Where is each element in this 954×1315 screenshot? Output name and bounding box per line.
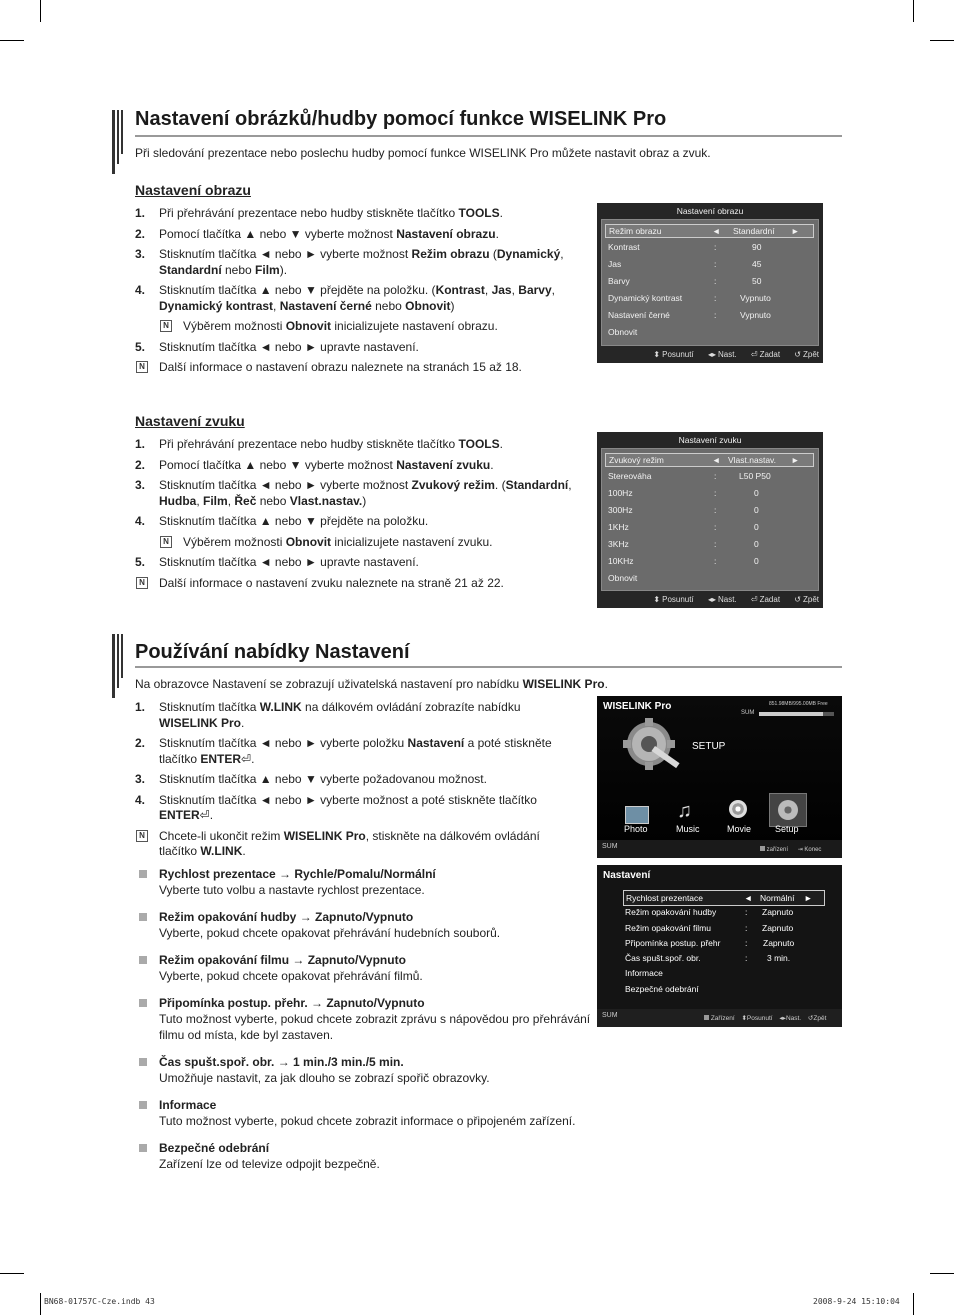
storage-bar (759, 712, 834, 716)
blue-button-icon (704, 1015, 709, 1020)
right-arrow-icon: ► (791, 226, 800, 236)
osd-title: Nastavení obrazu (676, 206, 744, 216)
menu-item-setup[interactable]: Setup (775, 824, 799, 834)
left-arrow-icon: ◄ (712, 226, 721, 236)
enter-icon: ⏎ (750, 595, 758, 604)
list-item: 2. Stisknutím tlačítka ◄ nebo ► vyberte položku Nastavení a poté stiskněte tlačítko ENTER⏎. (135, 736, 552, 766)
crop-mark (0, 40, 24, 41)
setup-steps (135, 700, 575, 865)
enter-icon: ⏎ (750, 350, 758, 359)
section2-title: Používání nabídky Nastavení (135, 641, 410, 663)
osd-row-selected[interactable]: Zvukový režim ◄ Vlast.nastav. ► (605, 453, 814, 467)
osd-footer: ⬍ Posunutí ◂▸ Nast. ⏎ Zadat ↺ Zpět (653, 595, 819, 604)
updown-icon: ⬍ (741, 1015, 747, 1022)
bullet-square-icon (139, 956, 147, 964)
list-item: Bezpečné odebrání Zařízení lze od televize odpojit bezpečně. (135, 1140, 595, 1172)
note: N Výběrem možnosti Obnovit inicializujete nastavení obrazu. (135, 319, 585, 335)
osd-row[interactable]: Barvy : 50 (608, 276, 762, 286)
osd-row[interactable]: Kontrast : 90 (608, 242, 762, 252)
list-item: 4. Stisknutím tlačítka ▲ nebo ▼ přejděte na položku. (Kontrast, Jas, Barvy, Dynamický kontrast, Nastavení černé nebo Obnovit) (135, 283, 555, 313)
crop-mark (913, 1293, 914, 1315)
list-item: 4. Stisknutím tlačítka ▲ nebo ▼ přejděte na položku. (135, 514, 429, 528)
setting-row-selected[interactable]: Rychlost prezentace ◄ Normální ► (623, 890, 825, 906)
osd-row-selected[interactable]: Režim obrazu ◄ Standardní ► (605, 224, 814, 238)
return-icon: ↺ (794, 595, 801, 604)
list-item: 5. Stisknutím tlačítka ◄ nebo ► upravte nastavení. (135, 555, 419, 569)
list-item: 5. Stisknutím tlačítka ◄ nebo ► upravte nastavení. (135, 339, 419, 354)
music-icon[interactable]: ♫ (677, 800, 692, 822)
list-item: 1. Při přehrávání prezentace nebo hudby stiskněte tlačítko TOOLS. (135, 437, 503, 451)
picture-heading: Nastavení obrazu (135, 182, 251, 198)
osd-row[interactable]: Nastavení černé : Vypnuto (608, 310, 771, 320)
section1-title: Nastavení obrázků/hudby pomocí funkce WISELINK Pro (135, 108, 667, 130)
osd-row[interactable]: 3KHz : 0 (608, 539, 759, 549)
osd-row[interactable]: 300Hz : 0 (608, 505, 759, 515)
left-arrow-icon: ◄ (744, 893, 753, 903)
device-name: SUM (741, 710, 755, 716)
leftright-icon: ◂▸ (779, 1015, 786, 1022)
menu-item-movie[interactable]: Movie (727, 824, 752, 834)
osd-picture-settings (597, 203, 823, 363)
list-item: Informace Tuto možnost vyberte, pokud chcete zobrazit informace o připojeném zařízení. (135, 1097, 595, 1129)
list-item: Čas spušt.spoř. obr. → 1 min./3 min./5 min. Umožňuje nastavit, za jak dlouho se zobrazí spořič obrazovky. (135, 1054, 595, 1086)
storage-info: 851.98MB/995.00MB Free (769, 701, 828, 707)
crop-mark (930, 40, 954, 41)
setting-row[interactable]: Režim opakování hudby : Zapnuto (625, 907, 794, 917)
osd-footer: ⬍ Posunutí ◂▸ Nast. ⏎ Zadat ↺ Zpět (653, 350, 819, 359)
leftright-icon: ◂▸ (707, 350, 716, 359)
setup-label: SETUP (692, 741, 726, 752)
osd-row[interactable]: 100Hz : 0 (608, 488, 759, 498)
return-icon: ↺ (807, 1015, 814, 1022)
photo-icon[interactable] (625, 806, 649, 824)
nastaveni-screen (597, 865, 842, 1027)
osd-sound-settings (597, 432, 823, 608)
osd-row[interactable]: 10KHz : 0 (608, 556, 759, 566)
list-item: Připomínka postup. přehr. → Zapnuto/Vypnuto Tuto možnost vyberte, pokud chcete zobrazit zprávu s nápovědou pro přehrávání filmu od místa, kde byl zastaven. (135, 995, 595, 1043)
setting-row[interactable]: Režim opakování filmu : Zapnuto (625, 923, 794, 933)
osd-panel (601, 219, 819, 346)
sound-heading: Nastavení zvuku (135, 413, 245, 429)
setting-row[interactable]: Bezpečné odebrání (625, 984, 699, 994)
note: N Výběrem možnosti Obnovit inicializujete nastavení zvuku. (135, 535, 585, 551)
device-label: SUM (602, 843, 618, 850)
sound-steps (135, 437, 585, 596)
movie-icon[interactable] (729, 800, 747, 818)
picture-steps (135, 206, 585, 381)
bullet-square-icon (139, 1058, 147, 1066)
list-item: 1. Při přehrávání prezentace nebo hudby stiskněte tlačítko TOOLS. (135, 206, 503, 220)
osd-row[interactable]: Stereováha : L50 P50 (608, 471, 771, 481)
note: N Další informace o nastavení zvuku naleznete na straně 21 až 22. (135, 576, 585, 592)
setup-item-highlight[interactable] (769, 793, 807, 827)
nastaveni-title: Nastavení (603, 870, 651, 881)
setup-gear-icon (621, 716, 691, 771)
osd-row[interactable]: Dynamický kontrast : Vypnuto (608, 293, 771, 303)
blue-button-icon (760, 846, 765, 851)
list-item: 1. Stisknutím tlačítka W.LINK na dálkovém ovládání zobrazíte nabídku WISELINK Pro. (135, 700, 521, 730)
crop-mark (40, 1293, 41, 1315)
list-item: Rychlost prezentace → Rychle/Pomalu/Normální Vyberte tuto volbu a nastavte rychlost prezentace. (135, 866, 595, 898)
osd-row[interactable]: 1KHz : 0 (608, 522, 759, 532)
wiselink-screen (597, 696, 842, 858)
device-label: SUM (602, 1012, 618, 1019)
right-arrow-icon: ► (791, 455, 800, 465)
list-item: 3. Stisknutím tlačítka ▲ nebo ▼ vyberte požadovanou možnost. (135, 772, 487, 786)
wiselink-title: WISELINK Pro (603, 701, 672, 712)
enter-icon: ⏎ (241, 751, 252, 766)
heading-rule (135, 666, 842, 668)
list-item: Režim opakování filmu → Zapnuto/Vypnuto Vyberte, pokud chcete opakovat přehrávání filmů. (135, 952, 595, 984)
bullet-square-icon (139, 870, 147, 878)
crop-mark (930, 1273, 954, 1274)
exit-icon: ⇥ (797, 847, 803, 853)
crop-mark (913, 0, 914, 22)
bullet-square-icon (139, 1144, 147, 1152)
note-icon: N (136, 830, 148, 842)
note-icon: N (160, 536, 172, 548)
list-item: 2. Pomocí tlačítka ▲ nebo ▼ vyberte možnost Nastavení zvuku. (135, 457, 494, 472)
right-arrow-icon: ► (804, 893, 813, 903)
list-item: 3. Stisknutím tlačítka ◄ nebo ► vyberte možnost Režim obrazu (Dynamický, Standardní nebo Film). (135, 247, 564, 277)
settings-options (135, 866, 595, 1183)
print-timestamp: 2008-9-24 15:10:04 (813, 1297, 900, 1306)
leftright-icon: ◂▸ (707, 595, 716, 604)
osd-panel (601, 448, 819, 591)
osd-title: Nastavení zvuku (678, 435, 742, 445)
note: N Další informace o nastavení obrazu naleznete na stranách 15 až 18. (135, 360, 585, 376)
osd-row[interactable]: Jas : 45 (608, 259, 762, 269)
osd-row[interactable]: Obnovit (608, 573, 638, 583)
crop-mark (40, 0, 41, 22)
note-icon: N (160, 320, 172, 332)
nastaveni-footer: Zařízení ⬍Posunutí ◂▸Nast. ↺Zpět (704, 1014, 826, 1022)
left-arrow-icon: ◄ (712, 455, 721, 465)
note-icon: N (136, 577, 148, 589)
bullet-square-icon (139, 1101, 147, 1109)
heading-rule (135, 135, 842, 137)
note: N Chcete-li ukončit režim WISELINK Pro, stiskněte na dálkovém ovládání tlačítko W.LINK. (135, 829, 575, 860)
note-icon: N (136, 361, 148, 373)
enter-icon: ⏎ (199, 808, 210, 822)
osd-row[interactable]: Obnovit (608, 327, 638, 337)
bullet-square-icon (139, 913, 147, 921)
menu-item-photo[interactable]: Photo (624, 824, 648, 834)
list-item: 4. Stisknutím tlačítka ◄ nebo ► vyberte možnost a poté stiskněte tlačítko ENTER⏎. (135, 792, 537, 822)
updown-icon: ⬍ (653, 350, 661, 359)
list-item: Režim opakování hudby → Zapnuto/Vypnuto Vyberte, pokud chcete opakovat přehrávání hudebních souborů. (135, 909, 595, 941)
section1-intro: Při sledování prezentace nebo poslechu hudby pomocí funkce WISELINK Pro můžete nastavit obraz a zvuk. (135, 146, 711, 160)
crop-mark (0, 1273, 24, 1274)
wiselink-footer: zařízení ⇥ Konec (760, 846, 821, 853)
updown-icon: ⬍ (653, 595, 661, 604)
list-item: 3. Stisknutím tlačítka ◄ nebo ► vyberte možnost Zvukový režim. (Standardní, Hudba, Film, Řeč nebo Vlast.nastav.) (135, 478, 572, 508)
return-icon: ↺ (794, 350, 801, 359)
setting-row[interactable]: Připomínka postup. přehr : Zapnuto (625, 938, 795, 948)
setting-row[interactable]: Čas spušt.spoř. obr. : 3 min. (625, 953, 791, 963)
print-file-info: BN68-01757C-Cze.indb 43 (44, 1297, 155, 1306)
section2-intro: Na obrazovce Nastavení se zobrazují uživatelská nastavení pro nabídku WISELINK Pro. (135, 677, 608, 691)
menu-item-music[interactable]: Music (676, 824, 700, 834)
setting-row[interactable]: Informace (625, 968, 663, 978)
bullet-square-icon (139, 999, 147, 1007)
list-item: 2. Pomocí tlačítka ▲ nebo ▼ vyberte možnost Nastavení obrazu. (135, 226, 499, 241)
